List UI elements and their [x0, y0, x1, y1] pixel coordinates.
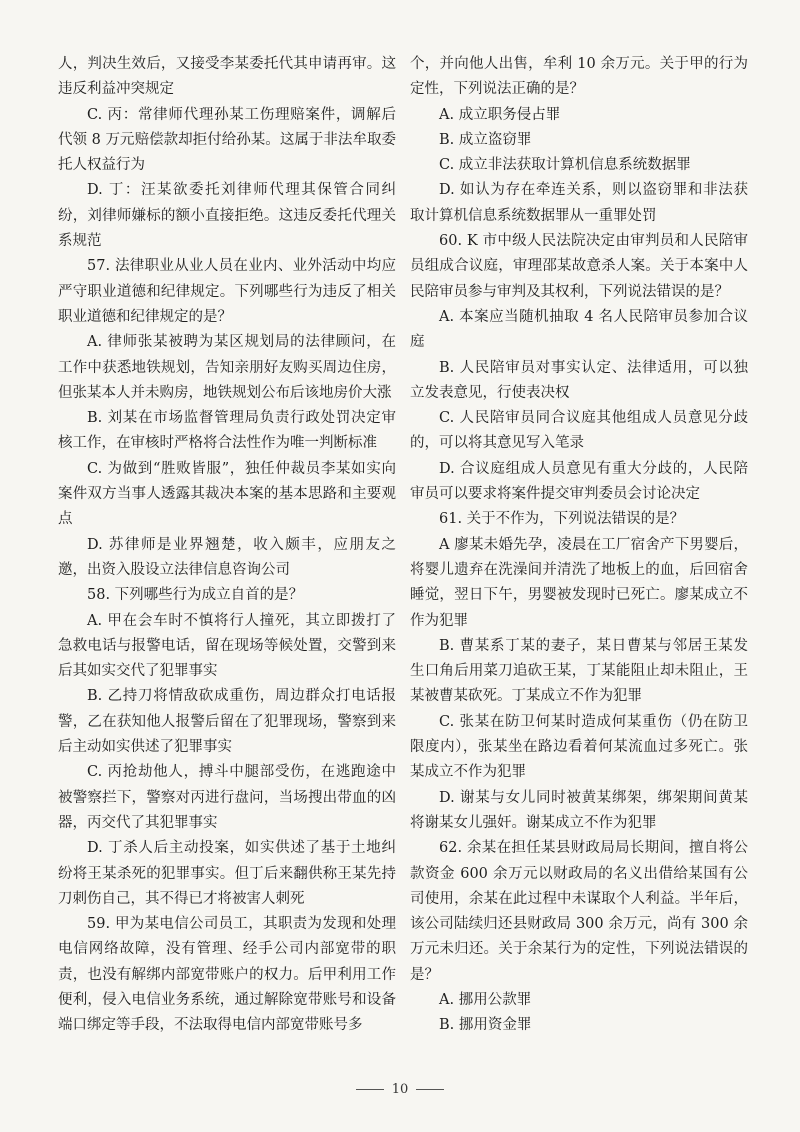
page-body: [58, 52, 748, 1067]
paragraph: C. 张某在防卫何某时造成何某重伤（仍在防卫限度内），张某坐在路边看着何某流血过多死亡。张某成立不作为犯罪: [410, 713, 748, 781]
paragraph: A. 律师张某被聘为某区规划局的法律顾问，在工作中获悉地铁规划，告知亲朋好友购买周边住房，但张某本人并未购房，地铁规划公布后该地房价大涨: [58, 334, 396, 401]
paragraph: A. 本案应当随机抽取 4 名人民陪审员参加合议庭: [410, 308, 748, 351]
paragraph: B. 乙持刀将情敌砍成重伤，周边群众打电话报警，乙在获知他人报警后留在了犯罪现场，警察到来后主动如实供述了犯罪事实: [58, 688, 396, 756]
paragraph: D. 合议庭组成人员意见有重大分歧的，人民陪审员可以要求将案件提交审判委员会讨论决定: [410, 460, 748, 503]
paragraph: D. 苏律师是业界翘楚，收入颇丰，应朋友之邀，出资入股设立法律信息咨询公司: [58, 536, 396, 578]
paragraph: A 廖某未婚先孕，凌晨在工厂宿舍产下男婴后，将婴儿遗弃在洗澡间并清洗了地板上的血，后回宿舍睡觉，翌日下午，男婴被发现时已死亡。廖某成立不作为犯罪: [410, 536, 748, 629]
paragraph: B. 挪用资金罪: [439, 1017, 532, 1034]
paragraph: 61. 关于不作为，下列说法错误的是？: [439, 511, 685, 528]
page-footer: [0, 1082, 800, 1097]
paragraph: 57. 法律职业从业人员在业内、业外活动中均应严守职业道德和纪律规定。下列哪些行为违反了相关职业道德和纪律规定的是？: [58, 258, 396, 325]
paragraph: C. 丙抢劫他人，搏斗中腿部受伤，在逃跑途中被警察拦下，警察对丙进行盘问，当场搜出带血的凶器，丙交代了其犯罪事实: [58, 764, 396, 831]
paragraph: B. 曹某系丁某的妻子，某日曹某与邻居王某发生口角后用菜刀追砍王某，丁某能阻止却未阻止，王某被曹某砍死。丁某成立不作为犯罪: [410, 637, 748, 705]
left-column: [58, 52, 396, 1067]
footer-dash-left: [356, 1089, 384, 1090]
page-number: 10: [391, 1082, 409, 1097]
paragraph: 62. 余某在担任某县财政局局长期间，擅自将公款资金 600 余万元以财政局的名义出借给某国有公司使用，余某在此过程中未谋取个人利益。半年后，该公司陆续归还县财政局 300 余万元，尚有 300 余万元未归还。关于余某行为的定性，下列说法错误的是？: [410, 840, 748, 983]
paragraph: A. 成立职务侵占罪: [439, 106, 561, 123]
paragraph: 60. K 市中级人民法院决定由审判员和人民陪审员组成合议庭，审理邵某故意杀人案。关于本案中人民陪审员参与审判及其权利，下列说法错误的是？: [410, 233, 748, 300]
paragraph: A. 甲在会车时不慎将行人撞死，其立即拨打了急救电话与报警电话，留在现场等候处置，交警到来后其如实交代了犯罪事实: [58, 612, 396, 680]
footer-dash-right: [416, 1089, 444, 1090]
right-column: [410, 52, 748, 1067]
paragraph: C. 人民陪审员同合议庭其他组成人员意见分歧的，可以将其意见写入笔录: [410, 410, 748, 452]
paragraph: B. 人民陪审员对事实认定、法律适用，可以独立发表意见，行使表决权: [410, 359, 748, 401]
paragraph: D. 丁杀人后主动投案，如实供述了基于土地纠纷将王某杀死的犯罪事实。但丁后来翻供称王某先持刀刺伤自己，其不得已才将被害人刺死: [58, 840, 396, 907]
paragraph: 个，并向他人出售，牟利 10 余万元。关于甲的行为定性，下列说法正确的是？: [410, 56, 748, 98]
paragraph: B. 成立盗窃罪: [439, 131, 532, 148]
paragraph: 59. 甲为某电信公司员工，其职责为发现和处理电信网络故障，没有管理、经手公司内部宽带的职责，也没有解绑内部宽带账户的权力。后甲利用工作便利，侵入电信业务系统，通过解除宽带账号和设备端口绑定等手段，不法取得电信内部宽带账号多: [58, 916, 396, 1034]
paragraph: D. 谢某与女儿同时被黄某绑架，绑架期间黄某将谢某女儿强奸。谢某成立不作为犯罪: [410, 789, 748, 831]
paragraph: 58. 下列哪些行为成立自首的是？: [87, 587, 304, 604]
paragraph: C. 成立非法获取计算机信息系统数据罪: [439, 157, 691, 174]
paragraph: C. 丙：常律师代理孙某工伤理赔案件，调解后代领 8 万元赔偿款却拒付给孙某。这属于非法牟取委托人权益行为: [58, 106, 396, 174]
paragraph: C. 为做到“胜败皆服”，独任仲裁员李某如实向案件双方当事人透露其裁决本案的基本思路和主要观点: [58, 460, 396, 528]
paragraph: D. 丁：汪某欲委托刘律师代理其保管合同纠纷，刘律师嫌标的额小直接拒绝。这违反委托代理关系规范: [58, 182, 396, 250]
paragraph: D. 如认为存在牵连关系，则以盗窃罪和非法获取计算机信息系统数据罪从一重罪处罚: [410, 182, 748, 224]
paragraph: 人，判决生效后，又接受李某委托代其申请再审。这违反利益冲突规定: [58, 56, 396, 98]
paragraph: B. 刘某在市场监督管理局负责行政处罚决定审核工作，在审核时严格将合法性作为唯一判断标准: [58, 410, 396, 452]
paragraph: A. 挪用公款罪: [439, 991, 532, 1008]
